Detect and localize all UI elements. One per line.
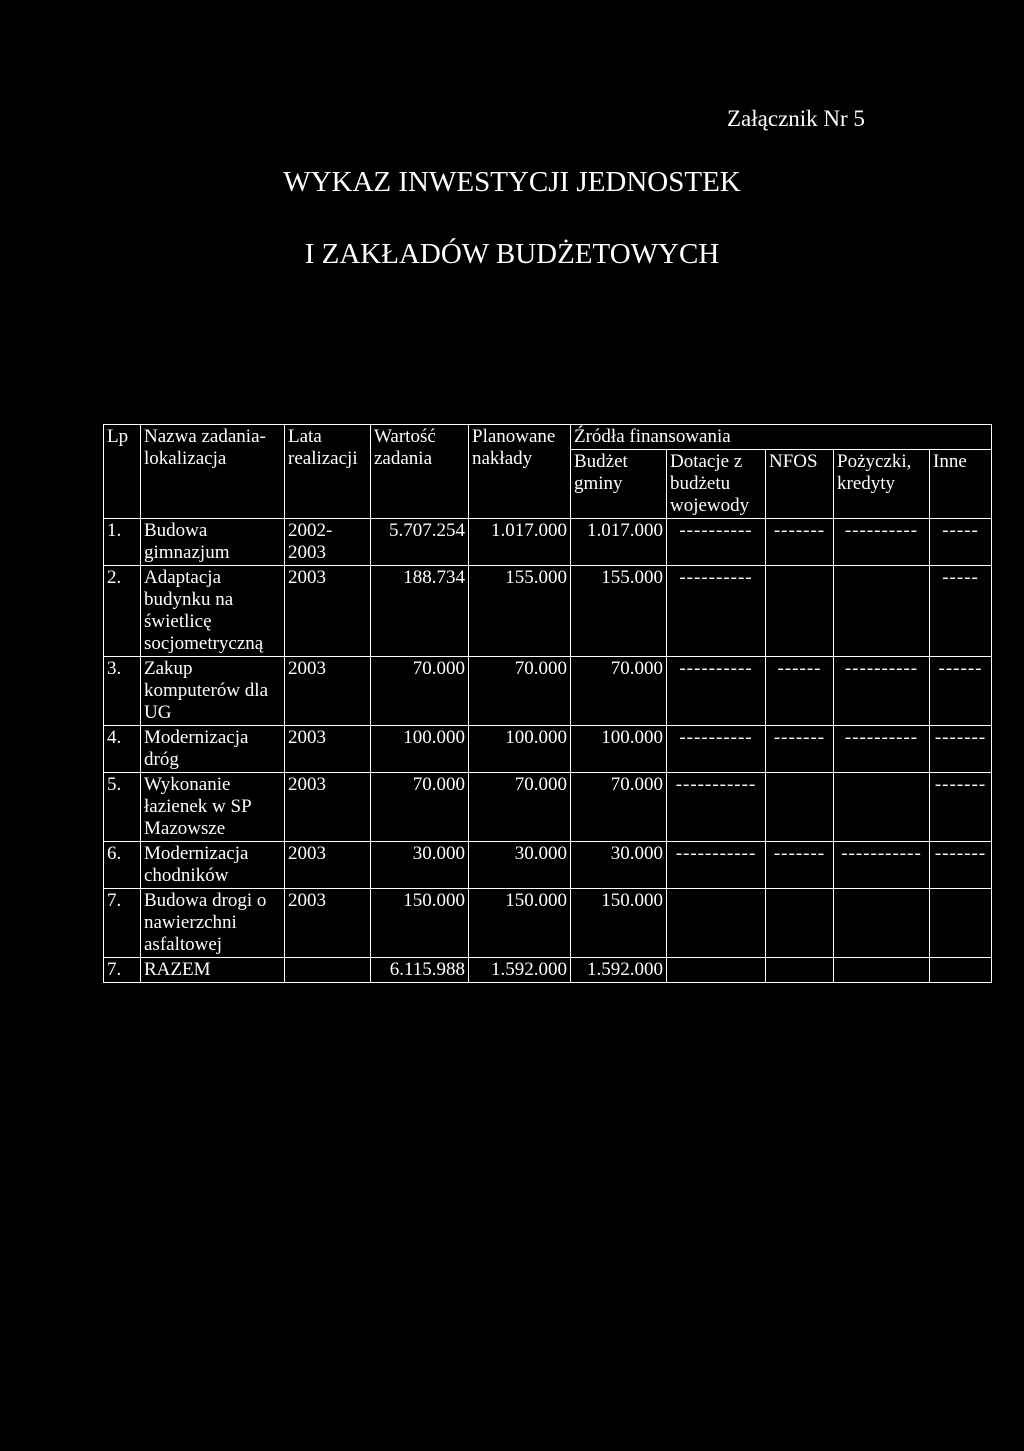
- cell-grants: ----------: [667, 566, 766, 657]
- cell-loans: [834, 566, 930, 657]
- cell-name: Wykonanie łazienek w SP Mazowsze: [141, 773, 285, 842]
- table-row: [104, 773, 992, 842]
- cell-years: 2003: [285, 566, 371, 657]
- cell-nfos: [766, 566, 834, 657]
- cell-value: 150.000: [371, 889, 469, 958]
- cell-other: -------: [930, 726, 992, 773]
- cell-value: 70.000: [371, 657, 469, 726]
- cell-planned: 30.000: [469, 842, 571, 889]
- cell-other: -------: [930, 773, 992, 842]
- cell-grants: -----------: [667, 842, 766, 889]
- cell-nfos: [766, 889, 834, 958]
- cell-grants: ----------: [667, 657, 766, 726]
- cell-grants: -----------: [667, 773, 766, 842]
- header-planned: Planowane nakłady: [469, 425, 571, 519]
- cell-years: 2003: [285, 773, 371, 842]
- annex-label: Załącznik Nr 5: [727, 106, 865, 131]
- cell-value: 188.734: [371, 566, 469, 657]
- cell-nfos: ------: [766, 657, 834, 726]
- cell-budget: 70.000: [571, 657, 667, 726]
- cell-planned: 70.000: [469, 773, 571, 842]
- total-row: [104, 958, 992, 983]
- cell-years: 2003: [285, 657, 371, 726]
- cell-budget: 1.017.000: [571, 519, 667, 566]
- cell-planned: 150.000: [469, 889, 571, 958]
- cell-value: 30.000: [371, 842, 469, 889]
- cell-years: 2002-2003: [285, 519, 371, 566]
- cell-budget: 100.000: [571, 726, 667, 773]
- cell-lp: 6.: [104, 842, 141, 889]
- cell-lp: 5.: [104, 773, 141, 842]
- document-title-line-1: WYKAZ INWESTYCJI JEDNOSTEK: [283, 166, 741, 198]
- header-name: Nazwa zadania-lokalizacja: [141, 425, 285, 519]
- header-other: Inne: [930, 450, 992, 519]
- cell-years: [285, 958, 371, 983]
- cell-budget: 150.000: [571, 889, 667, 958]
- cell-lp: 7.: [104, 958, 141, 983]
- cell-nfos: [766, 773, 834, 842]
- cell-budget: 155.000: [571, 566, 667, 657]
- cell-loans: ----------: [834, 657, 930, 726]
- cell-other: -----: [930, 566, 992, 657]
- cell-grants: [667, 889, 766, 958]
- table-row: [104, 889, 992, 958]
- cell-budget: 70.000: [571, 773, 667, 842]
- cell-grants: ----------: [667, 726, 766, 773]
- cell-loans: -----------: [834, 842, 930, 889]
- cell-other: -------: [930, 842, 992, 889]
- cell-loans: ----------: [834, 726, 930, 773]
- table-row: [104, 842, 992, 889]
- cell-lp: 4.: [104, 726, 141, 773]
- header-value: Wartość zadania: [371, 425, 469, 519]
- cell-loans: [834, 773, 930, 842]
- cell-loans: [834, 889, 930, 958]
- header-years: Lata realizacji: [285, 425, 371, 519]
- cell-lp: 7.: [104, 889, 141, 958]
- table-row: [104, 657, 992, 726]
- cell-other: -----: [930, 519, 992, 566]
- cell-lp: 2.: [104, 566, 141, 657]
- cell-other: [930, 958, 992, 983]
- header-grants: Dotacje z budżetu wojewody: [667, 450, 766, 519]
- document-title-line-2: I ZAKŁADÓW BUDŻETOWYCH: [304, 238, 720, 270]
- cell-nfos: -------: [766, 842, 834, 889]
- cell-name: Modernizacja dróg: [141, 726, 285, 773]
- cell-name: Adaptacja budynku na świetlicę socjometryczną: [141, 566, 285, 657]
- cell-nfos: [766, 958, 834, 983]
- table-row: [104, 726, 992, 773]
- cell-budget: 1.592.000: [571, 958, 667, 983]
- cell-planned: 155.000: [469, 566, 571, 657]
- cell-lp: 3.: [104, 657, 141, 726]
- cell-name: Budowa drogi o nawierzchni asfaltowej: [141, 889, 285, 958]
- header-sources: Źródła finansowania: [571, 425, 992, 450]
- cell-other: ------: [930, 657, 992, 726]
- cell-value: 100.000: [371, 726, 469, 773]
- cell-value: 70.000: [371, 773, 469, 842]
- cell-planned: 70.000: [469, 657, 571, 726]
- table-row: [104, 519, 992, 566]
- cell-years: 2003: [285, 842, 371, 889]
- cell-value: 6.115.988: [371, 958, 469, 983]
- cell-nfos: -------: [766, 726, 834, 773]
- header-nfos: NFOS: [766, 450, 834, 519]
- cell-years: 2003: [285, 726, 371, 773]
- header-lp: Lp: [104, 425, 141, 519]
- cell-name: RAZEM: [141, 958, 285, 983]
- cell-planned: 1.017.000: [469, 519, 571, 566]
- cell-name: Zakup komputerów dla UG: [141, 657, 285, 726]
- cell-value: 5.707.254: [371, 519, 469, 566]
- cell-grants: ----------: [667, 519, 766, 566]
- cell-planned: 1.592.000: [469, 958, 571, 983]
- investment-table: [103, 424, 992, 983]
- cell-loans: ----------: [834, 519, 930, 566]
- header-loans: Pożyczki, kredyty: [834, 450, 930, 519]
- table-row: [104, 566, 992, 657]
- cell-name: Budowa gimnazjum: [141, 519, 285, 566]
- table-body: [104, 519, 992, 983]
- cell-other: [930, 889, 992, 958]
- cell-grants: [667, 958, 766, 983]
- cell-years: 2003: [285, 889, 371, 958]
- cell-nfos: -------: [766, 519, 834, 566]
- cell-budget: 30.000: [571, 842, 667, 889]
- header-row: [104, 425, 992, 450]
- cell-name: Modernizacja chodników: [141, 842, 285, 889]
- cell-planned: 100.000: [469, 726, 571, 773]
- header-budget: Budżet gminy: [571, 450, 667, 519]
- cell-loans: [834, 958, 930, 983]
- cell-lp: 1.: [104, 519, 141, 566]
